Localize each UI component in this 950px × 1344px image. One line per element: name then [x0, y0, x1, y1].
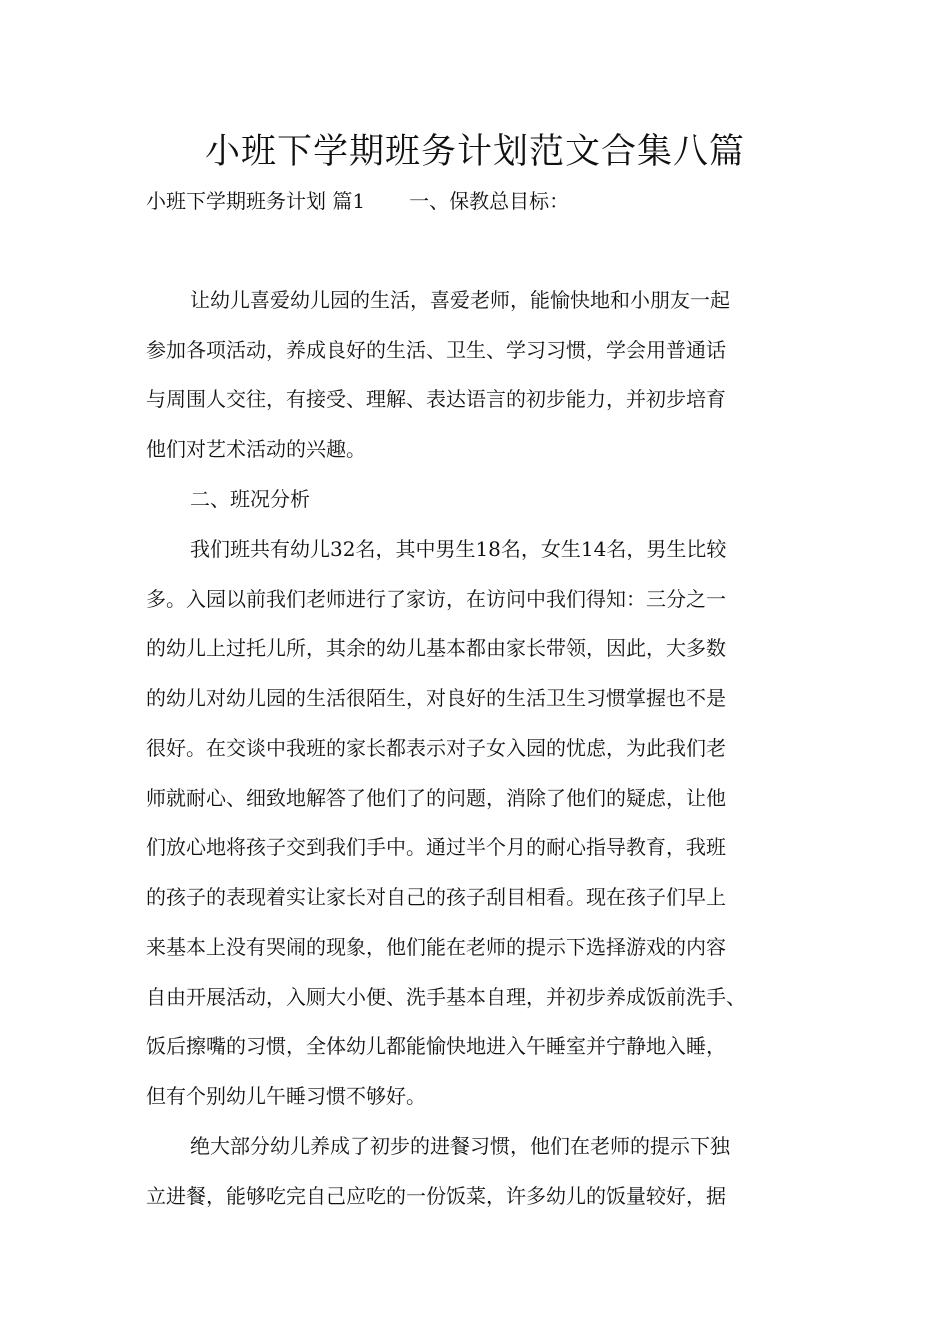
part-label: 小班下学期班务计划 篇1 — [146, 189, 366, 213]
section-heading-1: 一、保教总目标： — [409, 189, 570, 213]
paragraph-line: 饭后擦嘴的习惯，全体幼儿都能愉快地进入午睡室并宁静地入睡， — [146, 1034, 726, 1058]
document-title: 小班下学期班务计划范文合集八篇 — [204, 132, 745, 172]
paragraph-line: 我们班共有幼儿32名，其中男生18名，女生14名，男生比较 — [190, 537, 727, 561]
paragraph-line: 的孩子的表现着实让家长对自己的孩子刮目相看。现在孩子们早上 — [146, 885, 726, 909]
document-subtitle — [146, 186, 569, 216]
paragraph-line: 但有个别幼儿午睡习惯不够好。 — [146, 1084, 426, 1108]
paragraph-line: 很好。在交谈中我班的家长都表示对子女入园的忧虑，为此我们老 — [146, 736, 726, 760]
section-heading-2: 二、班况分析 — [190, 487, 310, 511]
paragraph-line: 自由开展活动，入厕大小便、洗手基本自理，并初步养成饭前洗手、 — [146, 985, 746, 1009]
paragraph-line: 们放心地将孩子交到我们手中。通过半个月的耐心指导教育，我班 — [146, 835, 726, 859]
paragraph-line: 立进餐，能够吃完自己应吃的一份饭菜，许多幼儿的饭量较好，据 — [146, 1184, 726, 1208]
paragraph-line: 师就耐心、细致地解答了他们了的问题，消除了他们的疑虑，让他 — [146, 786, 726, 810]
paragraph-line: 参加各项活动，养成良好的生活、卫生、学习习惯，学会用普通话 — [146, 338, 726, 362]
paragraph-line: 他们对艺术活动的兴趣。 — [146, 437, 366, 461]
paragraph-line: 让幼儿喜爱幼儿园的生活，喜爱老师，能愉快地和小朋友一起 — [190, 288, 730, 312]
paragraph-line: 来基本上没有哭闹的现象，他们能在老师的提示下选择游戏的内容 — [146, 935, 726, 959]
paragraph-line: 绝大部分幼儿养成了初步的进餐习惯，他们在老师的提示下独 — [190, 1134, 730, 1158]
paragraph-line: 多。入园以前我们老师进行了家访，在访问中我们得知：三分之一 — [146, 587, 726, 611]
paragraph-line: 与周围人交往，有接受、理解、表达语言的初步能力，并初步培育 — [146, 387, 726, 411]
paragraph-line: 的幼儿对幼儿园的生活很陌生，对良好的生活卫生习惯掌握也不是 — [146, 686, 726, 710]
paragraph-line: 的幼儿上过托儿所，其余的幼儿基本都由家长带领，因此，大多数 — [146, 636, 726, 660]
